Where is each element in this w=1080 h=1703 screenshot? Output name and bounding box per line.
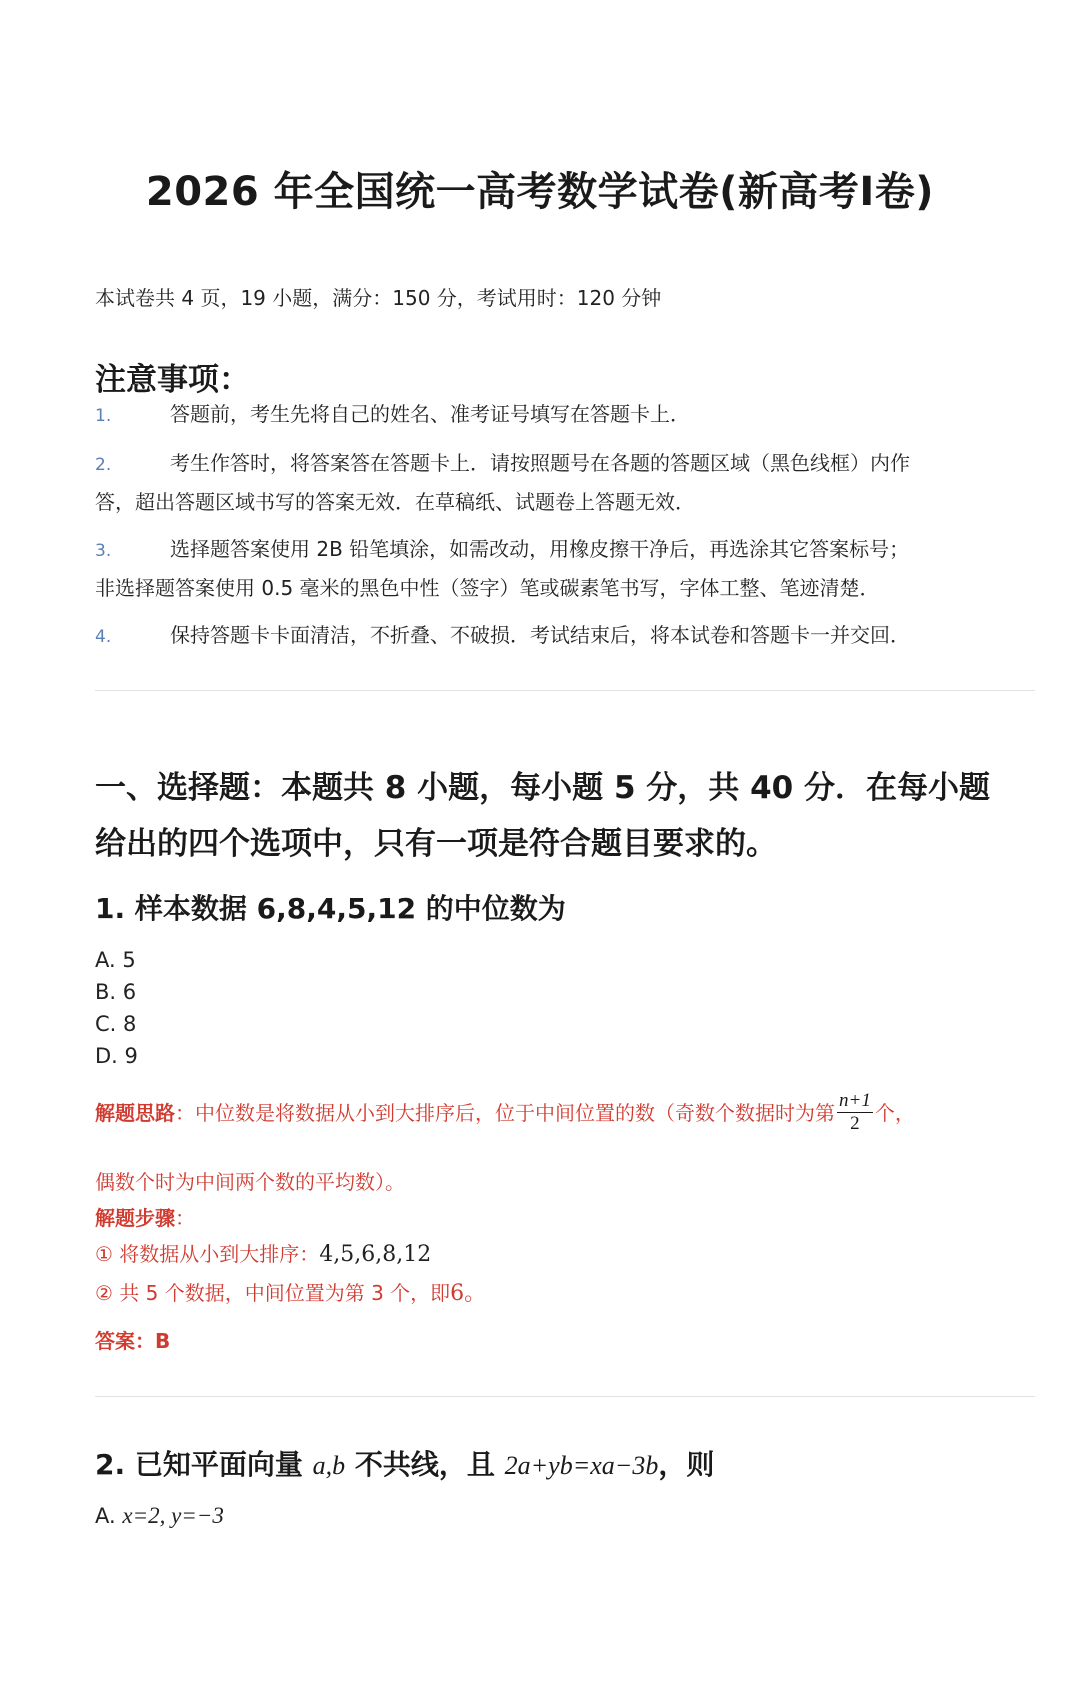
step-math: 6。 (450, 1281, 487, 1306)
notice-item-4 (95, 617, 1035, 656)
q2-option-a (95, 1503, 224, 1529)
step-math: 4,5,6,8,12 (319, 1242, 432, 1267)
option-math: x=2, y=−3 (122, 1503, 224, 1528)
notice-heading: 注意事项： (95, 362, 250, 398)
question-divider (95, 1396, 1035, 1397)
idea-label: 解题思路 (95, 1101, 175, 1125)
q1-option-b: B. 6 (95, 980, 137, 1004)
notice-item-2 (95, 445, 1035, 521)
q1-step-2 (95, 1276, 486, 1307)
q2-middle: 不共线，且 (345, 1448, 505, 1481)
notice-number: 3. (95, 541, 112, 561)
section-heading (95, 760, 1045, 872)
steps-colon: ： (175, 1206, 195, 1230)
q1-idea (95, 1092, 1055, 1137)
q1-step-1 (95, 1238, 431, 1267)
q1-option-c: C. 8 (95, 1012, 137, 1036)
steps-label: 解题步骤 (95, 1206, 175, 1230)
q2-prefix: 2. 已知平面向量 (95, 1448, 313, 1481)
fraction-numerator: n+1 (839, 1090, 871, 1111)
notice-number: 1. (95, 406, 112, 426)
notice-text: 答，超出答题区域书写的答案无效．在草稿纸、试题卷上答题无效． (95, 490, 695, 514)
section-divider (95, 690, 1035, 691)
notice-text: 非选择题答案使用 0.5 毫米的黑色中性（签字）笔或碳素笔书写，字体工整、笔迹清楚． (95, 576, 880, 600)
idea-text: 个， (874, 1101, 915, 1125)
q2-equation: 2a+yb=xa−3b (504, 1451, 659, 1480)
question-2-title (95, 1443, 714, 1483)
q1-option-d: D. 9 (95, 1044, 138, 1068)
notice-text: 考生作答时，将答案答在答题卡上．请按照题号在各题的答题区域（黑色线框）内作 (170, 451, 910, 475)
step-text: ① 将数据从小到大排序： (95, 1242, 320, 1266)
page-title: 2026 年全国统一高考数学试卷(新高考I卷) (145, 169, 935, 215)
q1-option-a: A. 5 (95, 948, 136, 972)
question-1-title: 1. 样本数据 6,8,4,5,12 的中位数为 (95, 892, 566, 925)
notice-text: 保持答题卡卡面清洁，不折叠、不破损．考试结束后，将本试卷和答题卡一并交回． (170, 623, 910, 647)
notice-text: 选择题答案使用 2B 铅笔填涂，如需改动，用橡皮擦干净后，再选涂其它答案标号； (170, 537, 910, 561)
fraction-denominator: 2 (850, 1113, 860, 1134)
q2-vectors: a,b (312, 1451, 346, 1480)
notice-number: 2. (95, 455, 112, 475)
fraction (837, 1090, 873, 1135)
q2-suffix: ，则 (658, 1448, 715, 1481)
section-heading-line: 给出的四个选项中，只有一项是符合题目要求的。 (95, 826, 777, 862)
idea-text: ：中位数是将数据从小到大排序后，位于中间位置的数（奇数个数据时为第 (175, 1101, 835, 1125)
q1-answer: 答案：B (95, 1329, 171, 1353)
section-heading-line: 一、选择题：本题共 8 小题，每小题 5 分，共 40 分．在每小题 (95, 770, 991, 806)
exam-meta: 本试卷共 4 页，19 小题，满分：150 分，考试用时：120 分钟 (95, 286, 662, 310)
notice-number: 4. (95, 627, 112, 647)
notice-text: 答题前，考生先将自己的姓名、准考证号填写在答题卡上． (170, 402, 690, 426)
q1-steps-heading (95, 1202, 195, 1231)
q1-idea-line2: 偶数个时为中间两个数的平均数）。 (95, 1170, 405, 1194)
option-label: A. (95, 1504, 123, 1528)
step-text: ② 共 5 个数据，中间位置为第 3 个，即 (95, 1281, 451, 1305)
notice-item-1 (95, 396, 1035, 435)
notice-item-3 (95, 531, 1035, 607)
